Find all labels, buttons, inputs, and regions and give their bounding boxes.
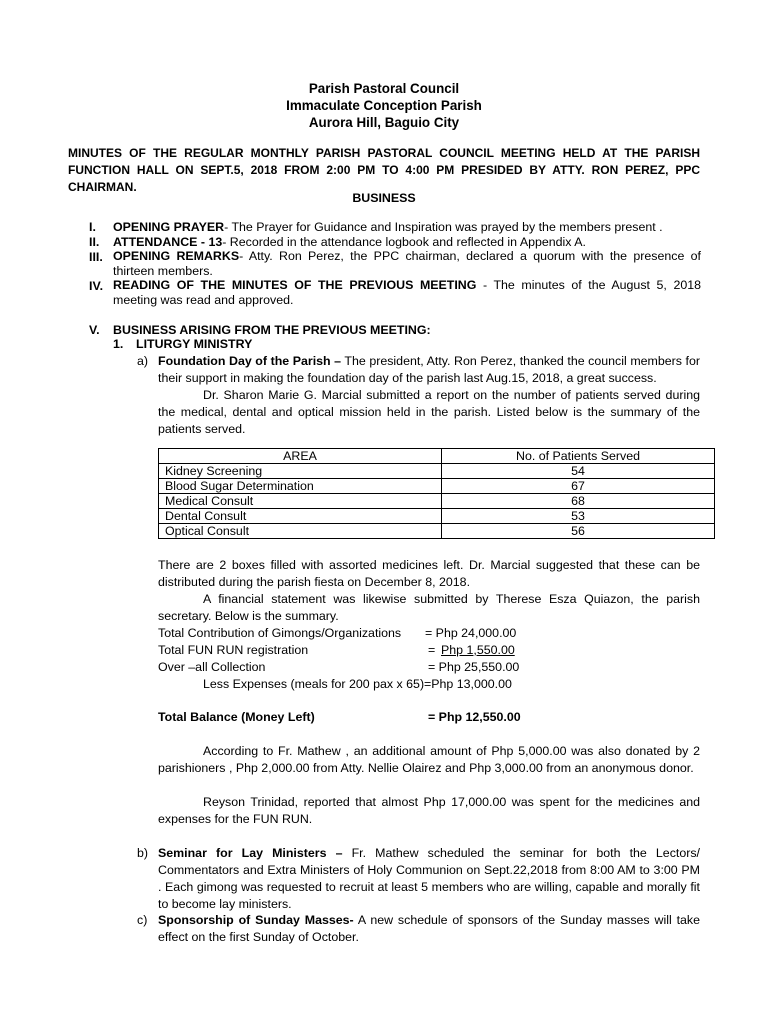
item-text: - The Prayer for Guidance and Inspiration was prayed by the members present . (224, 220, 663, 234)
sub-text: Fr. Mathew scheduled the seminar for both the Lectors/ Commentators and Extra Ministers of Holy Communion on Sept.22,2018 from 8:00 AM to 3:00 PM . Each gimong was requested to recruit at least 5 members who are willing, capable and morally fit to become lay ministers. (158, 846, 700, 911)
item-title: OPENING REMARKS (113, 249, 240, 263)
finance-row (158, 642, 718, 659)
item-number: IV. (89, 279, 104, 293)
table-cell-count: 53 (442, 509, 715, 524)
table-cell-area: Kidney Screening (159, 464, 442, 479)
item-title: READING OF THE MINUTES OF THE PREVIOUS MEETING (113, 278, 477, 292)
marcial-report-paragraph: Dr. Sharon Marie G. Marcial submitted a report on the number of patients served during the medical, dental and optical mission held in the parish. Listed below is the summary of the patients served. (158, 388, 700, 436)
table-cell-area: Medical Consult (159, 494, 442, 509)
financial-statement-paragraph: A financial statement was likewise submitted by Therese Esza Quiazon, the parish secretary. Below is the summary. (158, 592, 700, 623)
item-number: V. (89, 323, 100, 337)
header-location: Aurora Hill, Baguio City (308, 115, 460, 130)
sunday-masses-paragraph (158, 912, 700, 946)
item-business-arising: BUSINESS ARISING FROM THE PREVIOUS MEETING: (113, 323, 431, 337)
finance-value: = Php 24,000.00 (425, 626, 517, 640)
finance-value: = Php 25,550.00 (428, 660, 520, 674)
item-text: - Atty. Ron Perez, the PPC chairman, declared a quorum with the presence of thirteen members. (113, 249, 701, 278)
finance-row (158, 625, 718, 642)
expenses-paragraph: Reyson Trinidad, reported that almost Php 17,000.00 was spent for the medicines and expenses for the FUN RUN. (158, 795, 700, 826)
item-text: - Recorded in the attendance logbook and reflected in Appendix A. (222, 235, 586, 249)
medicines-paragraph: There are 2 boxes filled with assorted medicines left. Dr. Marcial suggested that these can be distributed during the parish fiesta on December 8, 2018. (158, 558, 700, 589)
finance-total-label: Total Balance (Money Left) (158, 710, 315, 724)
table-cell-area: Optical Consult (159, 524, 442, 539)
table-row (159, 479, 715, 494)
item-number: II. (89, 235, 100, 249)
item-title: ATTENDANCE - 13 (113, 235, 223, 249)
table-cell-count: 54 (442, 464, 715, 479)
table-cell-area: Blood Sugar Determination (159, 479, 442, 494)
donations-paragraph: According to Fr. Mathew , an additional amount of Php 5,000.00 was also donated by 2 parishioners , Php 2,000.00 from Atty. Nellie Olairez and Php 3,000.00 from an anonymous donor. (158, 744, 700, 775)
sub-title: Foundation Day of the Parish – (158, 354, 342, 368)
table-cell-count: 56 (442, 524, 715, 539)
table-row (159, 464, 715, 479)
item-number: III. (89, 250, 103, 264)
table-header-row (159, 449, 715, 464)
item-title: OPENING PRAYER (113, 220, 225, 234)
finance-label: Total FUN RUN registration (158, 643, 309, 657)
sub-title: Seminar for Lay Ministers – (158, 846, 343, 860)
table-cell-area: Dental Consult (159, 509, 442, 524)
patients-served-table (158, 448, 715, 539)
business-heading: BUSINESS (352, 191, 416, 205)
finance-row (158, 659, 718, 676)
sub-letter: c) (137, 913, 148, 927)
finance-value-eq: = (428, 643, 436, 657)
table-row (159, 509, 715, 524)
finance-label: Total Contribution of Gimongs/Organizations (158, 626, 402, 640)
table-cell-count: 68 (442, 494, 715, 509)
finance-total-row (158, 709, 718, 726)
liturgy-number: 1. (113, 337, 124, 351)
finance-total-value: = Php 12,550.00 (428, 710, 521, 724)
item-reading-minutes (113, 278, 701, 308)
sub-letter: b) (137, 846, 149, 860)
table-row (159, 524, 715, 539)
table-cell-count: 67 (442, 479, 715, 494)
foundation-day-paragraph (158, 353, 700, 387)
sub-text: A new schedule of sponsors of the Sunday masses will take effect on the first Sunday of October. (158, 913, 700, 944)
finance-label: Less Expenses (meals for 200 pax x 65) (203, 677, 425, 691)
finance-value: =Php 13,000.00 (424, 677, 512, 691)
liturgy-ministry-heading: LITURGY MINISTRY (136, 337, 253, 351)
finance-value: Php 1,550.00 (441, 643, 515, 657)
sub-text: The president, Atty. Ron Perez, thanked the council members for their support in making the foundation day of the parish last Aug.15, 2018, a great success. (158, 354, 700, 385)
item-text: - The minutes of the August 5, 2018 meeting was read and approved. (113, 278, 702, 307)
header-parish-council: Parish Pastoral Council (308, 81, 460, 96)
finance-row (158, 676, 718, 693)
header-parish-name: Immaculate Conception Parish (286, 98, 482, 113)
lay-ministers-paragraph (158, 845, 700, 913)
item-number: I. (89, 220, 96, 234)
sub-title: Sponsorship of Sunday Masses- (158, 913, 354, 927)
sub-letter: a) (137, 354, 149, 368)
table-header-patients: No. of Patients Served (442, 449, 715, 464)
item-opening-remarks (113, 249, 701, 279)
minutes-intro: MINUTES OF THE REGULAR MONTHLY PARISH PASTORAL COUNCIL MEETING HELD AT THE PARISH FUNCTION HALL ON SEPT.5, 2018 FROM 2:00 PM TO 4:00 PM PRESIDED BY ATTY. RON PEREZ, PPC CHAIRMAN. (68, 146, 700, 194)
finance-label: Over –all Collection (158, 660, 266, 674)
table-header-area: AREA (159, 449, 442, 464)
table-row (159, 494, 715, 509)
